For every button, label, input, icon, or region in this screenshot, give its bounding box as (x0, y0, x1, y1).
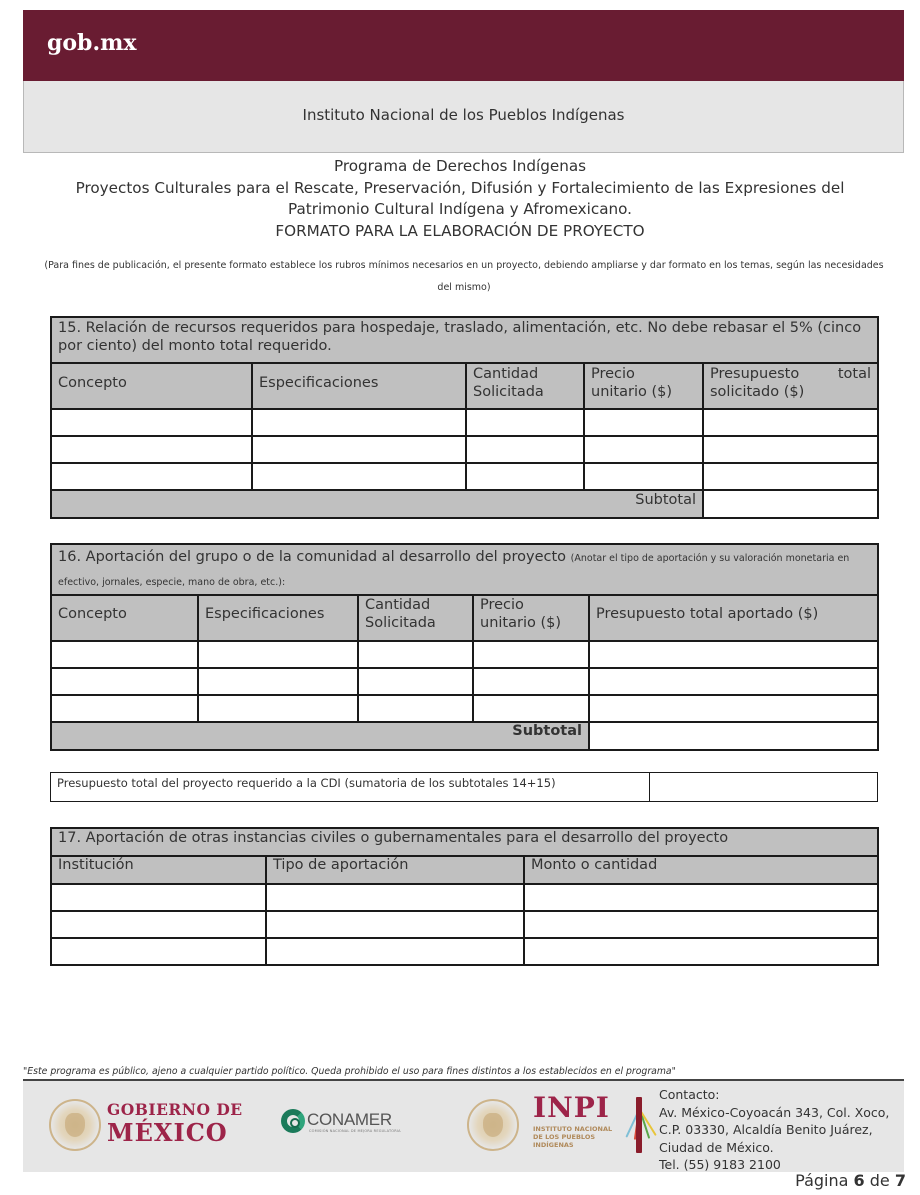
gob-mx-logo: gob.mx (47, 30, 137, 56)
input-presupuesto[interactable] (703, 409, 878, 436)
address-line3: Ciudad de México. (659, 1139, 774, 1155)
institution-band (23, 81, 904, 153)
column-header-monto: Monto o cantidad (524, 856, 878, 884)
input-monto[interactable] (524, 911, 878, 938)
input-cantidad[interactable] (358, 695, 473, 722)
input-concepto[interactable] (51, 409, 252, 436)
section-16-title (51, 544, 878, 595)
input-tipo[interactable] (266, 884, 524, 911)
input-concepto[interactable] (51, 668, 198, 695)
section-16-note: (Anotar el tipo de aportación y su valoración monetaria en efectivo, jornales, especie, mano de obra, etc.): (58, 553, 850, 588)
precio-label-2: unitario ($) (591, 384, 672, 400)
contact-info (659, 1086, 889, 1174)
input-precio[interactable] (473, 695, 589, 722)
precio-label-1: Precio (480, 597, 524, 613)
disclaimer: "Este programa es público, ajeno a cualquier partido político. Queda prohibido el uso para fines distintos a los establecidos en el programa" (23, 1066, 676, 1077)
input-especificaciones[interactable] (252, 463, 466, 490)
input-precio[interactable] (584, 409, 703, 436)
input-precio[interactable] (473, 641, 589, 668)
input-precio[interactable] (473, 668, 589, 695)
inpi-sub-line1: INSTITUTO NACIONAL (533, 1125, 613, 1133)
project-title-line1: Proyectos Culturales para el Rescate, Preservación, Difusión y Fortalecimiento de las Expresiones del (75, 178, 845, 197)
table-row (51, 911, 878, 938)
section-17-table (50, 827, 879, 966)
inpi-logo (533, 1091, 613, 1149)
conamer-subtitle: COMISIÓN NACIONAL DE MEJORA REGULATORIA (309, 1129, 401, 1133)
page-separator: de (869, 1171, 890, 1190)
section-15-table (50, 316, 879, 519)
input-precio[interactable] (584, 436, 703, 463)
input-presupuesto[interactable] (703, 463, 878, 490)
cantidad-label-1: Cantidad (473, 366, 539, 382)
total-budget-input[interactable] (650, 773, 878, 802)
institution-name: Instituto Nacional de los Pueblos Indígenas (302, 106, 625, 124)
input-presupuesto[interactable] (589, 641, 878, 668)
input-cantidad[interactable] (358, 668, 473, 695)
input-concepto[interactable] (51, 463, 252, 490)
input-especificaciones[interactable] (198, 695, 358, 722)
section-16-table (50, 543, 879, 751)
input-precio[interactable] (584, 463, 703, 490)
input-cantidad[interactable] (466, 463, 584, 490)
table-row (51, 695, 878, 722)
total-pages: 7 (894, 1171, 906, 1190)
input-monto[interactable] (524, 938, 878, 965)
input-especificaciones[interactable] (252, 436, 466, 463)
input-concepto[interactable] (51, 695, 198, 722)
inpi-sub-line2: DE LOS PUEBLOS (533, 1133, 596, 1141)
table-row (51, 436, 878, 463)
input-especificaciones[interactable] (252, 409, 466, 436)
table-row (51, 641, 878, 668)
inpi-name: INPI (533, 1091, 610, 1124)
conamer-ring-icon (281, 1109, 305, 1133)
input-presupuesto[interactable] (703, 436, 878, 463)
presupuesto-word: Presupuesto (710, 366, 800, 382)
publication-note-line2: del mismo) (437, 282, 491, 293)
document-titles (20, 156, 900, 242)
column-header-especificaciones: Especificaciones (252, 363, 466, 409)
subtotal-input[interactable] (703, 490, 878, 518)
column-header-precio (473, 595, 589, 641)
page-number (795, 1171, 906, 1190)
table-row (51, 668, 878, 695)
mexico-seal-icon (49, 1099, 101, 1151)
input-concepto[interactable] (51, 641, 198, 668)
column-header-cantidad (466, 363, 584, 409)
column-header-concepto: Concepto (51, 595, 198, 641)
input-presupuesto[interactable] (589, 668, 878, 695)
subtotal-label: Subtotal (51, 722, 589, 750)
presupuesto-label-2: solicitado ($) (710, 384, 805, 400)
column-header-precio (584, 363, 703, 409)
mexico-seal-icon (467, 1099, 519, 1151)
inpi-subtitle (533, 1125, 612, 1149)
project-title-line2: Patrimonio Cultural Indígena y Afromexicano. (287, 200, 633, 218)
input-cantidad[interactable] (466, 436, 584, 463)
total-budget-table (50, 772, 878, 802)
gobierno-line1: GOBIERNO DE (107, 1100, 243, 1119)
publication-note-line1: (Para fines de publicación, el presente formato establece los rubros mínimos necesarios en un proyecto, debiendo ampliarse y dar formato en los temas, según las necesidades (44, 260, 884, 271)
input-tipo[interactable] (266, 911, 524, 938)
gobierno-line2: MÉXICO (107, 1117, 228, 1147)
cantidad-label-2: Solicitada (365, 615, 436, 631)
input-cantidad[interactable] (466, 409, 584, 436)
input-institucion[interactable] (51, 911, 266, 938)
header-banner (23, 10, 904, 81)
address-line2: C.P. 03330, Alcaldía Benito Juárez, (659, 1122, 873, 1137)
presupuesto-label-1 (710, 365, 871, 383)
input-presupuesto[interactable] (589, 695, 878, 722)
column-header-concepto: Concepto (51, 363, 252, 409)
conamer-name: CONAMER (307, 1110, 392, 1129)
input-concepto[interactable] (51, 436, 252, 463)
publication-note (20, 255, 908, 299)
gobierno-de-mexico-logo (107, 1102, 243, 1145)
table-row (51, 884, 878, 911)
column-header-institucion: Institución (51, 856, 266, 884)
contact-phone: Tel. (55) 9183 2100 (659, 1157, 781, 1172)
page-prefix: Página (795, 1171, 849, 1190)
cantidad-label-1: Cantidad (365, 597, 431, 613)
precio-label-2: unitario ($) (480, 615, 561, 631)
input-tipo[interactable] (266, 938, 524, 965)
input-especificaciones[interactable] (198, 668, 358, 695)
column-header-especificaciones: Especificaciones (198, 595, 358, 641)
input-cantidad[interactable] (358, 641, 473, 668)
table-row (51, 409, 878, 436)
input-institucion[interactable] (51, 938, 266, 965)
input-institucion[interactable] (51, 884, 266, 911)
total-budget-label: Presupuesto total del proyecto requerido a la CDI (sumatoria de los subtotales 14+15) (51, 773, 650, 802)
subtotal-label: Subtotal (51, 490, 703, 518)
cantidad-label-2: Solicitada (473, 384, 544, 400)
inpi-sub-line3: INDÍGENAS (533, 1141, 574, 1149)
section-16-title-text: 16. Aportación del grupo o de la comunidad al desarrollo del proyecto (58, 549, 567, 565)
input-monto[interactable] (524, 884, 878, 911)
subtotal-input[interactable] (589, 722, 878, 750)
current-page: 6 (853, 1171, 865, 1190)
format-title: FORMATO PARA LA ELABORACIÓN DE PROYECTO (275, 221, 645, 240)
table-row (51, 938, 878, 965)
table-row (51, 463, 878, 490)
column-header-cantidad (358, 595, 473, 641)
address-line1: Av. México-Coyoacán 343, Col. Xoco, (659, 1104, 890, 1120)
section-15-title: 15. Relación de recursos requeridos para hospedaje, traslado, alimentación, etc. No debe rebasar el 5% (cinco por ciento) del monto total requerido. (51, 317, 878, 363)
input-especificaciones[interactable] (198, 641, 358, 668)
contact-label: Contacto: (659, 1087, 720, 1102)
total-word: total (837, 366, 871, 382)
column-header-presupuesto (703, 363, 878, 409)
column-header-presupuesto: Presupuesto total aportado ($) (589, 595, 878, 641)
program-title: Programa de Derechos Indígenas (333, 157, 587, 175)
column-header-tipo: Tipo de aportación (266, 856, 524, 884)
precio-label-1: Precio (591, 366, 635, 382)
section-17-title: 17. Aportación de otras instancias civiles o gubernamentales para el desarrollo del proyecto (51, 828, 878, 856)
